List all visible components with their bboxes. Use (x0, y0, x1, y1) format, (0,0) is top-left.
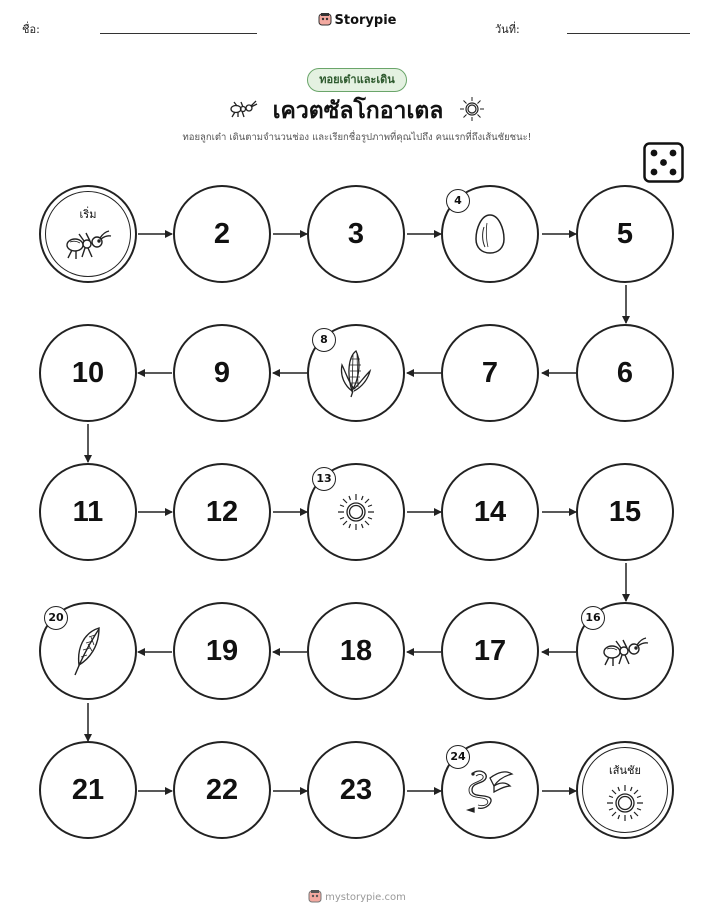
board-cell-21 (39, 741, 137, 839)
footer-site[interactable]: mystorypie.com (325, 892, 406, 903)
board-cell-12 (173, 463, 271, 561)
board-cell-5 (576, 185, 674, 283)
cell-number: 11 (72, 495, 104, 528)
cell-number: 7 (481, 356, 499, 389)
cell-number-badge: 20 (44, 606, 68, 630)
cell-number: 17 (473, 634, 507, 667)
board-cell-14 (441, 463, 539, 561)
cell-number: 6 (616, 356, 634, 389)
cell-number-badge: 13 (312, 467, 336, 491)
cell-number: 15 (608, 495, 642, 528)
name-label: ชื่อ: (22, 23, 40, 36)
board-cell-6 (576, 324, 674, 422)
title-text: เควตซัลโกอาเตล (272, 98, 444, 124)
cell-number: 9 (213, 356, 231, 389)
cell-number: 2 (213, 217, 231, 250)
board-cell-10 (39, 324, 137, 422)
board-cell-9 (173, 324, 271, 422)
cell-number: 23 (339, 773, 373, 806)
instructions: ทอยลูกเต๋า เดินตามจำนวนช่อง และเรียกชื่อรูปภาพที่คุณไปถึง คนแรกที่ถึงเส้นชัยชนะ! (182, 132, 532, 143)
ant-icon (601, 634, 649, 672)
cell-number: 3 (347, 217, 365, 250)
footer (0, 889, 714, 906)
brand-name: Storypie (334, 13, 397, 28)
board-cell-3 (307, 185, 405, 283)
start-label: เริ่ม (79, 208, 97, 221)
cell-number: 14 (473, 495, 507, 528)
board-cell-19 (173, 602, 271, 700)
sun-icon (605, 783, 645, 827)
sun-icon (336, 492, 376, 536)
cell-number: 22 (205, 773, 239, 806)
corn-icon (336, 347, 376, 403)
feather-icon (71, 625, 105, 681)
board-cell-2 (173, 185, 271, 283)
cell-number-badge: 8 (312, 328, 336, 352)
cell-number-badge: 4 (446, 189, 470, 213)
board-cell-7 (441, 324, 539, 422)
start-cell (39, 185, 137, 283)
game-type-badge: ทอยเต๋าและเดิน (307, 68, 407, 92)
cell-number-badge: 24 (446, 745, 470, 769)
cell-number: 5 (616, 217, 634, 250)
cell-number-badge: 16 (581, 606, 605, 630)
finish-cell (576, 741, 674, 839)
date-label: วันที่: (495, 23, 520, 36)
footer-logo-icon (308, 889, 322, 906)
cell-number: 19 (205, 634, 239, 667)
board-cell-11 (39, 463, 137, 561)
board-cell-15 (576, 463, 674, 561)
board-cell-23 (307, 741, 405, 839)
ant-icon (64, 227, 112, 265)
board-cell-17 (441, 602, 539, 700)
cell-number: 12 (205, 495, 239, 528)
finish-label: เส้นชัย (609, 764, 641, 777)
serpent-icon (464, 764, 516, 820)
board-cell-22 (173, 741, 271, 839)
cell-number: 10 (71, 356, 105, 389)
cell-number: 18 (339, 634, 373, 667)
board-cell-18 (307, 602, 405, 700)
cell-number: 21 (71, 773, 105, 806)
egg-icon (474, 213, 506, 259)
